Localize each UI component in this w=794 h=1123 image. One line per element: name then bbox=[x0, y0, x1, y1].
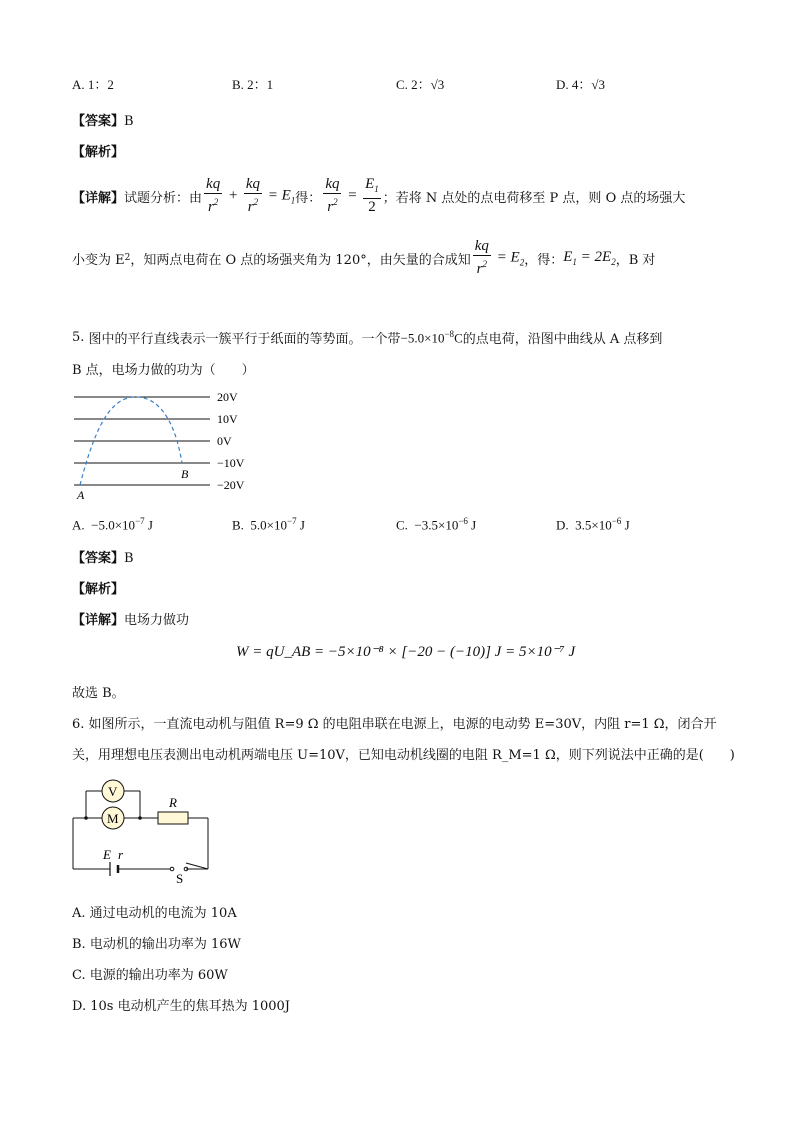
q5-stem-line1 bbox=[72, 328, 662, 347]
q6-stem-line2: 关，用理想电压表测出电动机两端电压 U=10V，已知电动机线圈的电阻 R_M=1 Ω，则下列说法中正确的是( ) bbox=[72, 748, 735, 763]
switch-contact-left bbox=[170, 867, 174, 871]
q6-stem-text1: 如图所示，一直流电动机与阻值 R=9 Ω 的电阻串联在电源上，电源的电动势 E=30V，内阻 r=1 Ω，闭合开 bbox=[88, 717, 717, 732]
q4-analysis-label bbox=[72, 141, 124, 160]
q4-option-d: D. 4：√3 bbox=[556, 77, 606, 92]
q4-answer bbox=[72, 110, 134, 129]
potential-label-neg20v: −20V bbox=[217, 478, 245, 492]
formula-e2: $\frac{kq}{r^2}$ = $E_2$ bbox=[474, 238, 525, 277]
internal-r-label: r bbox=[118, 847, 124, 862]
potential-label-0v: 0V bbox=[217, 434, 232, 448]
q4-option-b: B. 2：1 bbox=[232, 77, 274, 92]
emf-label: E bbox=[103, 847, 111, 862]
q5-analysis-label bbox=[72, 578, 124, 597]
q5-stem-a: 图中的平行直线表示一簇平行于纸面的等势面。一个带 bbox=[88, 332, 401, 347]
detail-de: 得： bbox=[295, 190, 322, 206]
detail-label: 【详解】 bbox=[72, 190, 125, 206]
point-b-label: B bbox=[181, 467, 189, 481]
resistor-label: R bbox=[169, 795, 177, 810]
formula-sum: $\frac{kq}{r^2}$ + $\frac{kq}{r^2}$ = $E_1$ bbox=[206, 176, 296, 215]
answer-label: 【答案】 bbox=[72, 551, 125, 566]
q4-detail-line2: 小变为 E 2 ，知两点电荷在 O 点的场强夹角为 120°，由矢量的合成知 $\frac{kq}{r^2}$ = $E_2$ ，得： $E_1 = 2E_2$ ，B 对 bbox=[72, 238, 656, 277]
q4-option-a: A. 1：2 bbox=[72, 77, 114, 92]
q6-option-d: D. 10s 电动机产生的焦耳热为 1000J bbox=[72, 999, 290, 1014]
formula-half: $\frac{kq}{r^2}$ = $\frac{E_1}{2}$ bbox=[325, 176, 379, 215]
analysis-label: 【解析】 bbox=[72, 582, 125, 597]
q6-option-c: C. 电源的输出功率为 60W bbox=[72, 968, 228, 983]
detail-line2-c: ，得： bbox=[524, 252, 564, 268]
analysis-label: 【解析】 bbox=[72, 145, 125, 160]
answer-value: B bbox=[124, 551, 134, 566]
q6-stem-line1 bbox=[72, 713, 717, 732]
q5-option-a: A. $-5.0\times 10^{-7}$ J bbox=[72, 516, 153, 533]
detail-label: 【详解】 bbox=[72, 613, 125, 628]
detail-text: 电场力做功 bbox=[124, 613, 190, 628]
q4-detail-line1 bbox=[72, 176, 685, 216]
detail-mid: ；若将 N 点处的点电荷移至 P 点，则 O 点的场强大 bbox=[382, 190, 686, 206]
answer-value: B bbox=[124, 114, 134, 129]
resistor-icon bbox=[158, 812, 188, 824]
potential-label-neg10v: −10V bbox=[217, 456, 245, 470]
q5-charge: $-5.0\times 10^{-8}C$ bbox=[400, 328, 463, 346]
answer-label: 【答案】 bbox=[72, 114, 125, 129]
q4-option-c: C. 2：√3 bbox=[396, 77, 445, 92]
detail-line2-b: ，知两点电荷在 O 点的场强夹角为 120°，由矢量的合成知 bbox=[130, 252, 471, 268]
q5-option-b: B. $5.0\times 10^{-7}$ J bbox=[232, 516, 305, 533]
q5-conclusion: 故选 B。 bbox=[72, 686, 125, 701]
q5-detail bbox=[72, 609, 189, 628]
q5-number: 5. bbox=[72, 330, 85, 345]
motor-label: M bbox=[107, 811, 119, 826]
equipotential-figure bbox=[70, 385, 260, 503]
formula-e1-e2: $E_1 = 2E_2$ bbox=[563, 249, 616, 267]
detail-line2-a: 小变为 E bbox=[72, 252, 125, 268]
q6-option-b: B. 电动机的输出功率为 16W bbox=[72, 937, 241, 952]
q5-stem-b: 的点电荷，沿图中曲线从 A 点移到 bbox=[462, 332, 663, 347]
q5-answer bbox=[72, 547, 134, 566]
q6-number: 6. bbox=[72, 717, 85, 732]
q5-stem-line2: B 点，电场力做的功为（ ） bbox=[72, 363, 255, 378]
voltmeter-label: V bbox=[108, 784, 118, 799]
switch-label: S bbox=[176, 871, 184, 885]
point-a-label: A bbox=[77, 488, 85, 502]
q5-work-formula: W = qU_AB = −5×10⁻⁸ × [−20 − (−10)] J = 5×10⁻⁷ J bbox=[236, 644, 576, 660]
switch-blade bbox=[186, 863, 208, 869]
potential-label-10v: 10V bbox=[217, 412, 238, 426]
q6-option-a: A. 通过电动机的电流为 10A bbox=[72, 906, 237, 921]
potential-label-20v: 20V bbox=[217, 390, 238, 404]
circuit-figure bbox=[70, 773, 215, 885]
q5-option-d: D. $3.5\times 10^{-6}$ J bbox=[556, 516, 630, 533]
detail-line2-d: ，B 对 bbox=[615, 252, 656, 268]
detail-prefix: 试题分析：由 bbox=[124, 190, 203, 206]
q5-option-c: C. $-3.5\times 10^{-6}$ J bbox=[396, 516, 477, 533]
